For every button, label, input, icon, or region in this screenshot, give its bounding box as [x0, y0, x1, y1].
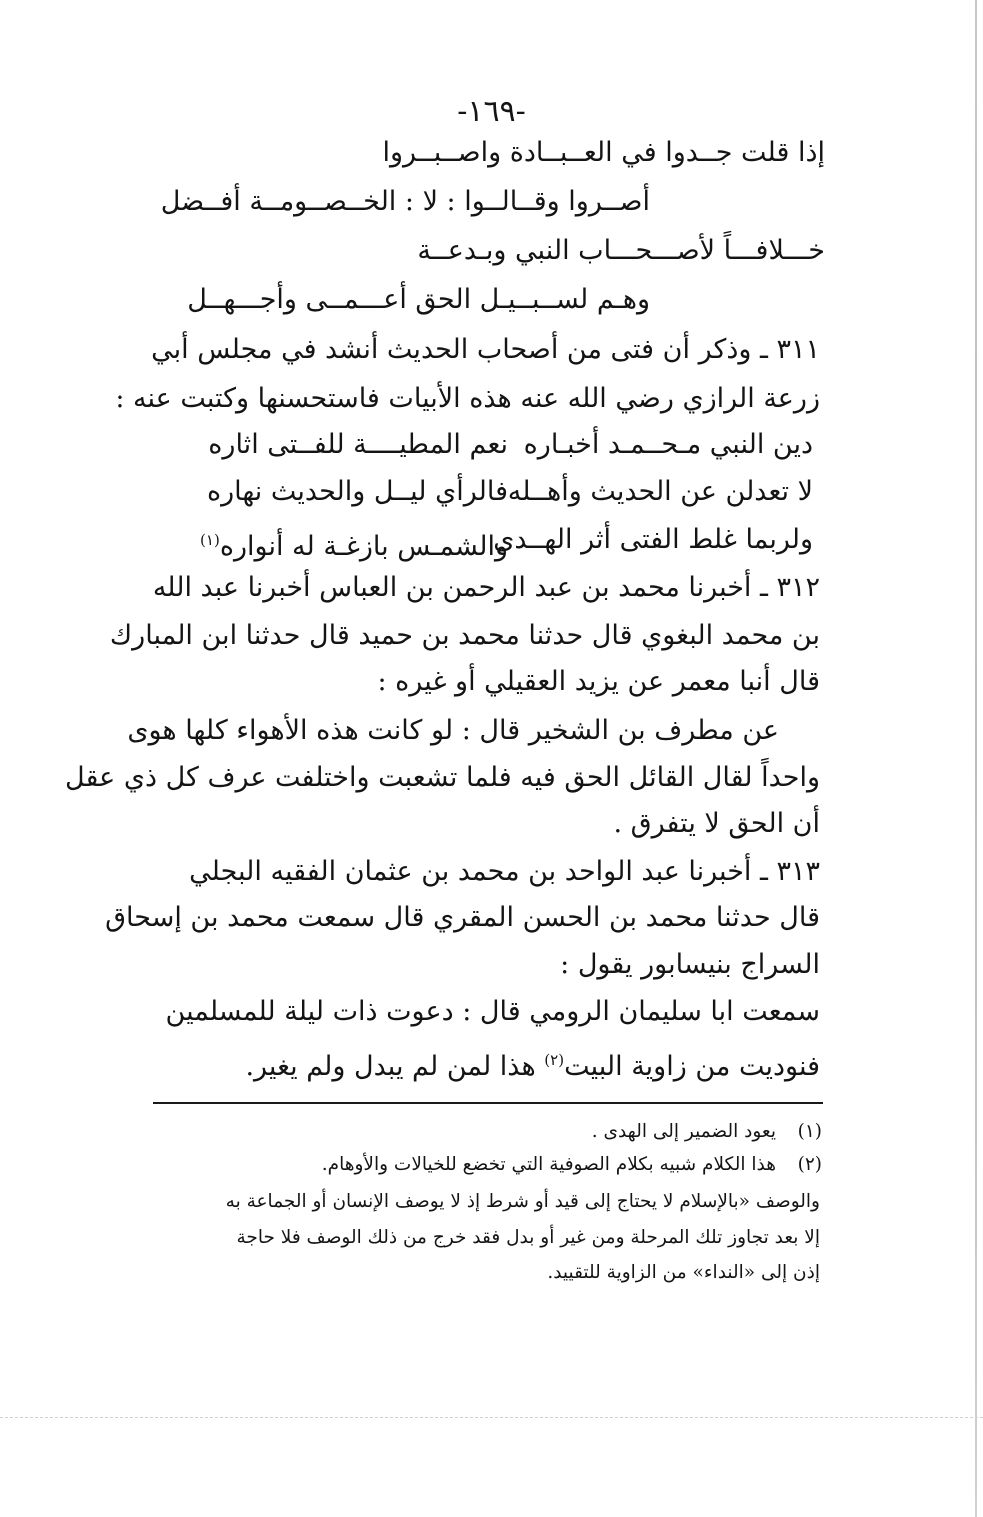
paragraph-311-line: زرعة الرازي رضي الله عنه هذه الأبيات فاستحسنها وكتبت عنه : — [115, 383, 820, 414]
verse-first-hemistich: ولربما غلط الفتى أثر الهــدى — [493, 524, 813, 555]
scan-edge-line — [975, 0, 977, 1517]
paragraph-312-line: بن محمد البغوي قال حدثنا محمد بن حميد قال حدثنا ابن المبارك — [109, 620, 820, 651]
paragraph-311-line: ٣١١ ـ وذكر أن فتى من أصحاب الحديث أنشد في مجلس أبي — [151, 334, 820, 365]
verse-first-hemistich: لا تعدلن عن الحديث وأهــله — [507, 476, 813, 507]
footnote-number: (٢) — [797, 1154, 822, 1175]
sulaiman-line — [150, 1040, 820, 1087]
footnote-text: هذا الكلام شبيه بكلام الصوفية التي تخضع للخيالات والأوهام. — [321, 1154, 776, 1175]
mutarrif-line: واحداً لقال القائل الحق فيه فلما تشعبت واختلفت عرف كل ذي عقل — [65, 762, 820, 793]
footnote-ref: (٢) — [544, 1051, 565, 1069]
paragraph-313-line: السراج بنيسابور يقول : — [560, 949, 820, 980]
poem-line: خـــلافـــاً لأصـــحـــاب النبي وبـدعــة — [417, 235, 825, 266]
footnote-continuation-line: والوصف «بالإسلام لا يحتاج إلى قيد أو شرط إذ لا يوصف الإنسان أو الجماعة به — [225, 1191, 820, 1212]
poem-line: إذا قلت جــدوا في العــبــادة واصــبــروا — [382, 137, 825, 168]
mutarrif-line: أن الحق لا يتفرق . — [613, 808, 820, 839]
paragraph-313-line: ٣١٣ ـ أخبرنا عبد الواحد بن محمد بن عثمان الفقيه البجلي — [189, 856, 820, 887]
sulaiman-text-end: هذا لمن لم يبدل ولم يغير. — [245, 1051, 545, 1082]
poem-line: وهـم لســبــيـل الحق أعـــمــى وأجـــهــل — [187, 284, 650, 315]
page-number: -١٦٩- — [457, 94, 526, 129]
footnote-number: (١) — [797, 1121, 822, 1142]
footnote-separator — [153, 1102, 823, 1104]
mutarrif-line: عن مطرف بن الشخير قال : لو كانت هذه الأهواء كلها هوى — [127, 715, 779, 746]
footnote-continuation-line: إلا بعد تجاوز تلك المرحلة ومن غير أو بدل فقد خرج من ذلك الوصف فلا حاجة — [236, 1227, 820, 1248]
verse-second-hemistich: نعم المطيــــة للفــتى اثاره — [208, 429, 508, 460]
paragraph-312-line: قال أنبا معمر عن يزيد العقيلي أو غيره : — [377, 666, 820, 697]
footnote-continuation-line: إذن إلى «النداء» من الزاوية للتقييد. — [547, 1262, 820, 1283]
sulaiman-line: سمعت ابا سليمان الرومي قال : دعوت ذات ليلة للمسلمين — [165, 996, 820, 1027]
paragraph-312-line: ٣١٢ ـ أخبرنا محمد بن عبد الرحمن بن العباس أخبرنا عبد الله — [152, 572, 820, 603]
verse-second-hemistich — [200, 520, 508, 567]
verse-text: والشمـس بازغـة له أنواره — [219, 531, 508, 562]
paragraph-313-line: قال حدثنا محمد بن الحسن المقري قال سمعت محمد بن إسحاق — [105, 902, 820, 933]
verse-second-hemistich: فالرأي ليــل والحديث نهاره — [206, 476, 508, 507]
sulaiman-text-start: فنوديت من زاوية البيت — [564, 1051, 820, 1082]
footnote-text: يعود الضمير إلى الهدى . — [591, 1121, 776, 1142]
poem-line: أصــروا وقــالــوا : لا : الخــصــومــة أفــضل — [160, 186, 650, 217]
scan-bottom-line — [0, 1417, 983, 1419]
footnote-ref: (١) — [200, 531, 220, 549]
verse-first-hemistich: دين النبي مـحــمـد أخبـاره — [523, 429, 813, 460]
